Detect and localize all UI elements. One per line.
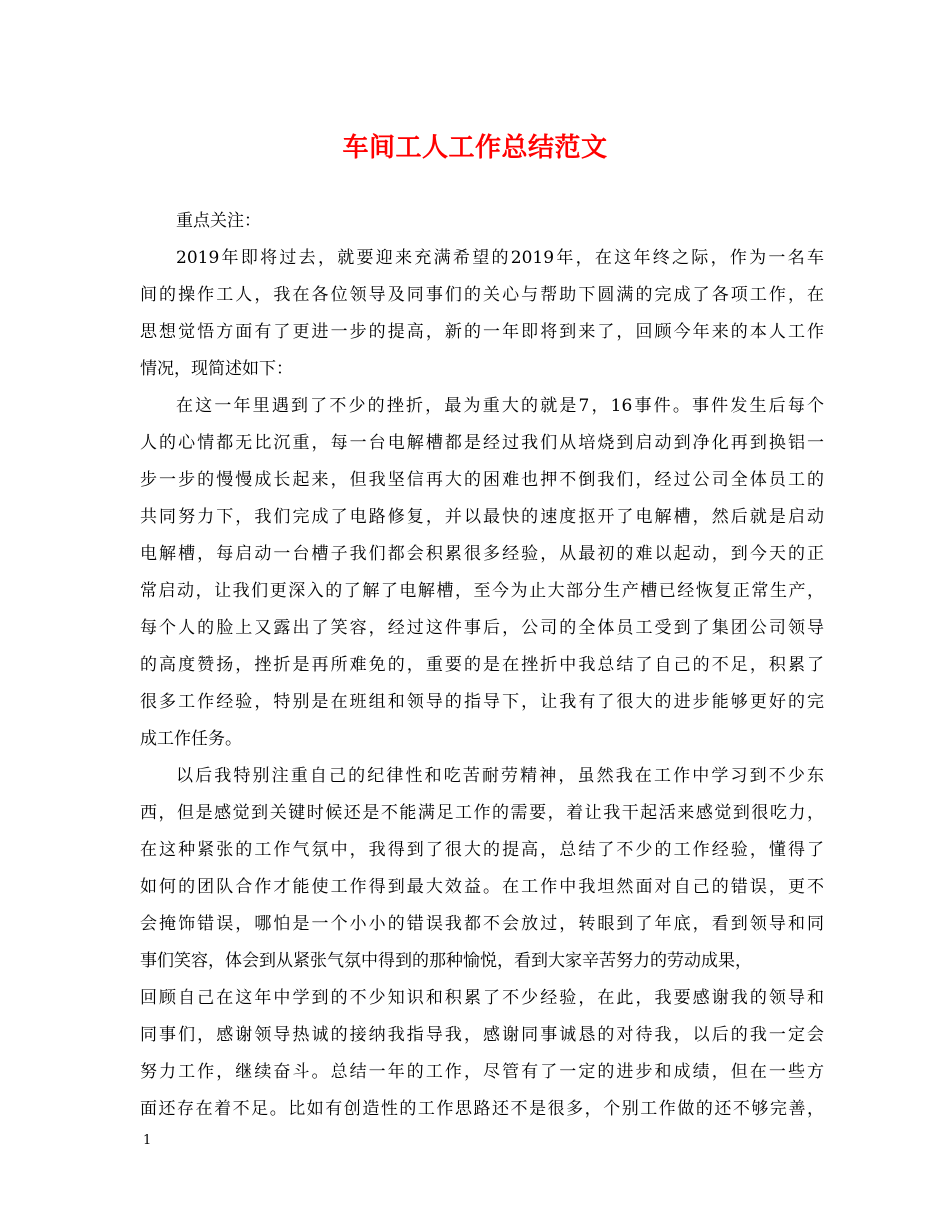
body-line: 西，但是感觉到关键时候还是不能满足工作的需要，着让我干起活来感觉到很吃力， [140, 803, 824, 823]
body-line: 在这一年里遇到了不少的挫折，最为重大的就是7，16事件。事件发生后每个 [176, 396, 824, 416]
body-line: 常启动，让我们更深入的了解了电解槽，至今为止大部分生产槽已经恢复正常生产， [140, 581, 824, 601]
body-line: 成工作任务。 [140, 729, 242, 749]
body-line: 面还存在着不足。比如有创造性的工作思路还不是很多，个别工作做的还不够完善， [140, 1099, 824, 1119]
body-line: 事们笑容，体会到从紧张气氛中得到的那种愉悦，看到大家辛苦努力的劳动成果， [140, 951, 752, 971]
body-line: 每个人的脸上又露出了笑容，经过这件事后，公司的全体员工受到了集团公司领导 [140, 618, 824, 638]
document-title: 车间工人工作总结范文 [342, 133, 608, 163]
body-line: 电解槽，每启动一台槽子我们都会积累很多经验，从最初的难以起动，到今天的正 [140, 544, 824, 564]
body-line: 会掩饰错误，哪怕是一个小小的错误我都不会放过，转眼到了年底，看到领导和同 [140, 914, 824, 934]
body-line: 以后我特别注重自己的纪律性和吃苦耐劳精神，虽然我在工作中学习到不少东 [176, 766, 824, 786]
body-line: 的高度赞扬，挫折是再所难免的，重要的是在挫折中我总结了自己的不足，积累了 [140, 655, 824, 675]
body-line: 思想觉悟方面有了更进一步的提高，新的一年即将到来了，回顾今年来的本人工作 [140, 322, 824, 342]
body-line: 间的操作工人，我在各位领导及同事们的关心与帮助下圆满的完成了各项工作，在 [140, 285, 824, 305]
body-line: 回顾自己在这年中学到的不少知识和积累了不少经验，在此，我要感谢我的领导和 [140, 988, 824, 1008]
body-line: 如何的团队合作才能使工作得到最大效益。在工作中我坦然面对自己的错误，更不 [140, 877, 824, 897]
body-line: 努力工作，继续奋斗。总结一年的工作，尽管有了一定的进步和成绩，但在一些方 [140, 1062, 824, 1082]
body-line: 共同努力下，我们完成了电路修复，并以最快的速度抠开了电解槽，然后就是启动 [140, 507, 824, 527]
body-line: 步一步的慢慢成长起来，但我坚信再大的困难也押不倒我们，经过公司全体员工的 [140, 470, 824, 490]
body-line: 同事们，感谢领导热诚的接纳我指导我，感谢同事诚恳的对待我，以后的我一定会 [140, 1025, 824, 1045]
body-line: 很多工作经验，特别是在班组和领导的指导下，让我有了很大的进步能够更好的完 [140, 692, 824, 712]
body-line: 2019年即将过去，就要迎来充满希望的2019年，在这年终之际，作为一名车 [176, 248, 824, 268]
body-line: 在这种紧张的工作气氛中，我得到了很大的提高，总结了不少的工作经验，懂得了 [140, 840, 824, 860]
page-number: 1 [143, 1133, 152, 1148]
document-body [140, 203, 824, 1128]
body-line: 人的心情都无比沉重，每一台电解槽都是经过我们从培烧到启动到净化再到换铝一 [140, 433, 824, 453]
body-line: 重点关注： [176, 211, 261, 231]
body-line: 情况，现简述如下： [140, 359, 293, 379]
